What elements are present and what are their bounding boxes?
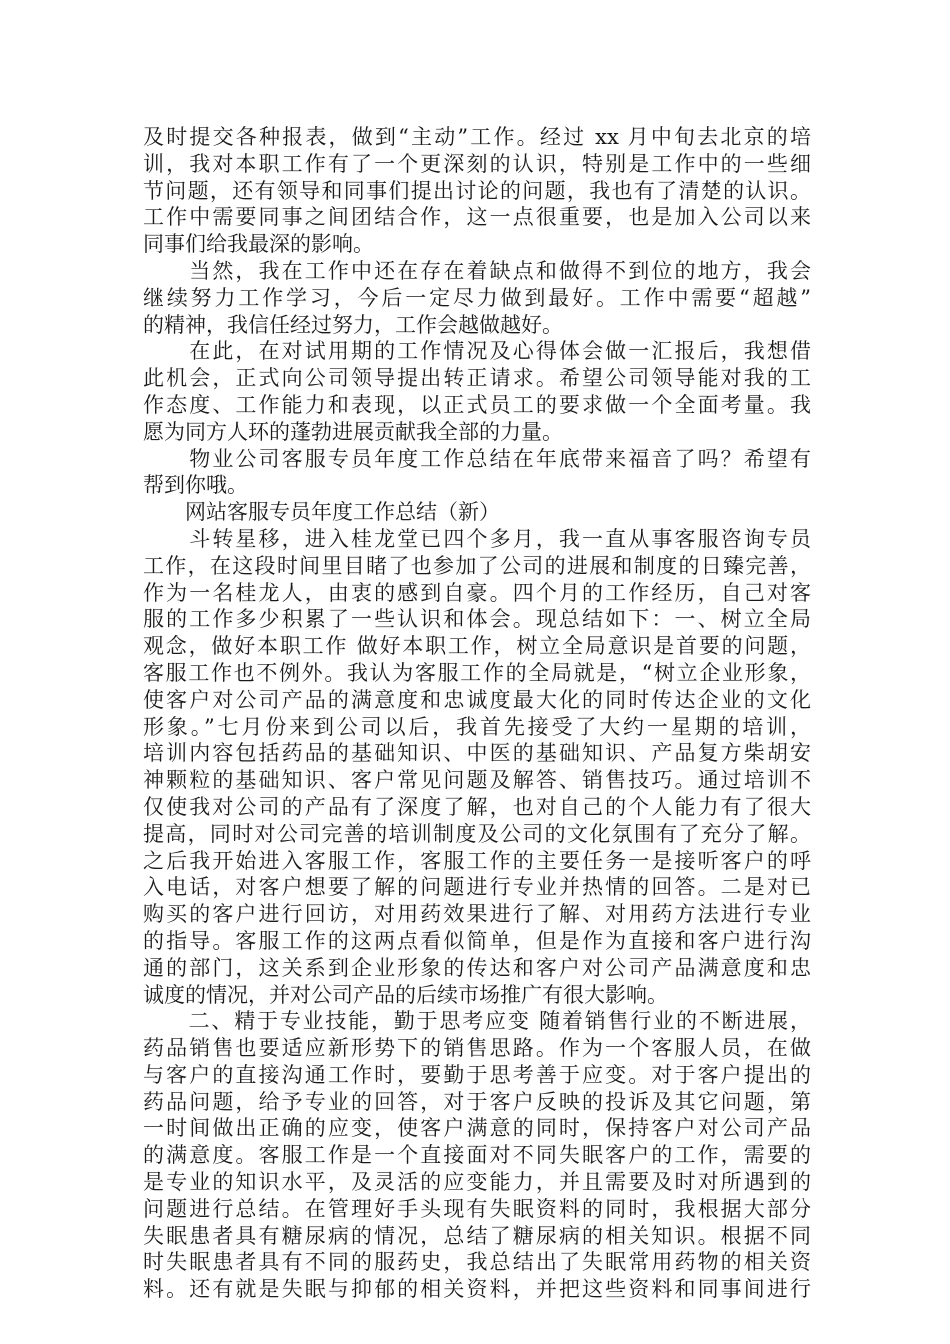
text-line: 通的部门，这关系到企业形象的传达和客户对公司产品满意度和忠 <box>143 955 811 980</box>
text-line: 作态度、工作能力和表现，以正式员工的要求做一个全面考量。我 <box>143 392 811 417</box>
text-line: 服的工作多少积累了一些认识和体会。现总结如下：一、树立全局 <box>143 607 811 632</box>
text-line: 的精神，我信任经过努力，工作会越做越好。 <box>143 312 563 337</box>
text-line: 仅使我对公司的产品有了深度了解，也对自己的个人能力有了很大 <box>143 794 811 819</box>
text-line: 入电话，对客户想要了解的问题进行专业并热情的回答。二是对已 <box>143 875 811 900</box>
text-line: 节问题，还有领导和同事们提出讨论的问题，我也有了清楚的认识。 <box>143 178 811 203</box>
text-line: 形象。”七月份来到公司以后，我首先接受了大约一星期的培训， <box>143 714 811 739</box>
text-line: 是专业的知识水平，及灵活的应变能力，并且需要及时对所遇到的 <box>143 1170 811 1195</box>
text-line: 在此，在对试用期的工作情况及心得体会做一汇报后，我想借 <box>143 339 811 364</box>
text-line: 工作中需要同事之间团结合作，这一点很重要，也是加入公司以来 <box>143 205 811 230</box>
text-line: 药品销售也要适应新形势下的销售思路。作为一个客服人员，在做 <box>143 1036 811 1061</box>
text-line: 失眠患者具有糖尿病的情况，总结了糖尿病的相关知识。根据不同 <box>143 1223 811 1248</box>
text-line: 神颗粒的基础知识、客户常见问题及解答、销售技巧。通过培训不 <box>143 768 811 793</box>
text-line: 及时提交各种报表，做到“主动”工作。经过 xx 月中旬去北京的培 <box>143 125 811 149</box>
text-line: 继续努力工作学习，今后一定尽力做到最好。工作中需要“超越” <box>143 285 811 310</box>
text-line: 客服工作也不例外。我认为客服工作的全局就是，“树立企业形象， <box>143 660 811 685</box>
text-line: 训，我对本职工作有了一个更深刻的认识，特别是工作中的一些细 <box>143 151 811 176</box>
text-line: 提高，同时对公司完善的培训制度及公司的文化氛围有了充分了解。 <box>143 821 811 846</box>
text-line: 时失眠患者具有不同的服药史，我总结出了失眠常用药物的相关资 <box>143 1250 811 1275</box>
text-line: 愿为同方人环的蓬勃进展贡献我全部的力量。 <box>143 419 563 444</box>
text-line: 帮到你哦。 <box>143 473 248 498</box>
text-line: 使客户对公司产品的满意度和忠诚度最大化的同时传达企业的文化 <box>143 687 811 712</box>
text-line: 诚度的情况，并对公司产品的后续市场推广有很大影响。 <box>143 982 668 1007</box>
text-line: 作为一名桂龙人，由衷的感到自豪。四个月的工作经历，自己对客 <box>143 580 811 605</box>
text-line: 工作，在这段时间里目睹了也参加了公司的进展和制度的日臻完善， <box>143 553 811 578</box>
text-line: 之后我开始进入客服工作，客服工作的主要任务一是接听客户的呼 <box>143 848 811 873</box>
text-line: 与客户的直接沟通工作时，要勤于思考善于应变。对于客户提出的 <box>143 1062 811 1087</box>
text-line: 网站客服专员年度工作总结（新） <box>143 500 500 525</box>
text-line: 物业公司客服专员年度工作总结在年底带来福音了吗？希望有 <box>143 446 811 471</box>
text-line: 当然，我在工作中还在存在着缺点和做得不到位的地方，我会 <box>143 258 811 283</box>
text-line: 同事们给我最深的影响。 <box>143 232 374 257</box>
text-line: 观念，做好本职工作 做好本职工作，树立全局意识是首要的问题， <box>143 634 811 659</box>
text-line: 二、精于专业技能，勤于思考应变 随着销售行业的不断进展， <box>143 1009 811 1034</box>
text-line: 料。还有就是失眠与抑郁的相关资料，并把这些资料和同事间进行 <box>143 1277 811 1302</box>
text-line: 一时间做出正确的应变，使客户满意的同时，保持客户对公司产品 <box>143 1116 811 1141</box>
text-line: 药品问题，给予专业的回答，对于客户反映的投诉及其它问题，第 <box>143 1089 811 1114</box>
text-line: 斗转星移，进入桂龙堂已四个多月，我一直从事客服咨询专员 <box>143 526 811 551</box>
text-line: 此机会，正式向公司领导提出转正请求。希望公司领导能对我的工 <box>143 366 811 391</box>
text-line: 购买的客户进行回访，对用药效果进行了解、对用药方法进行专业 <box>143 902 811 927</box>
text-line: 的满意度。客服工作是一个直接面对不同失眠客户的工作，需要的 <box>143 1143 811 1168</box>
text-line: 培训内容包括药品的基础知识、中医的基础知识、产品复方柴胡安 <box>143 741 811 766</box>
text-line: 问题进行总结。在管理好手头现有失眠资料的同时，我根据大部分 <box>143 1196 811 1221</box>
document-body-text <box>143 124 811 1303</box>
text-line: 的指导。客服工作的这两点看似简单，但是作为直接和客户进行沟 <box>143 928 811 953</box>
